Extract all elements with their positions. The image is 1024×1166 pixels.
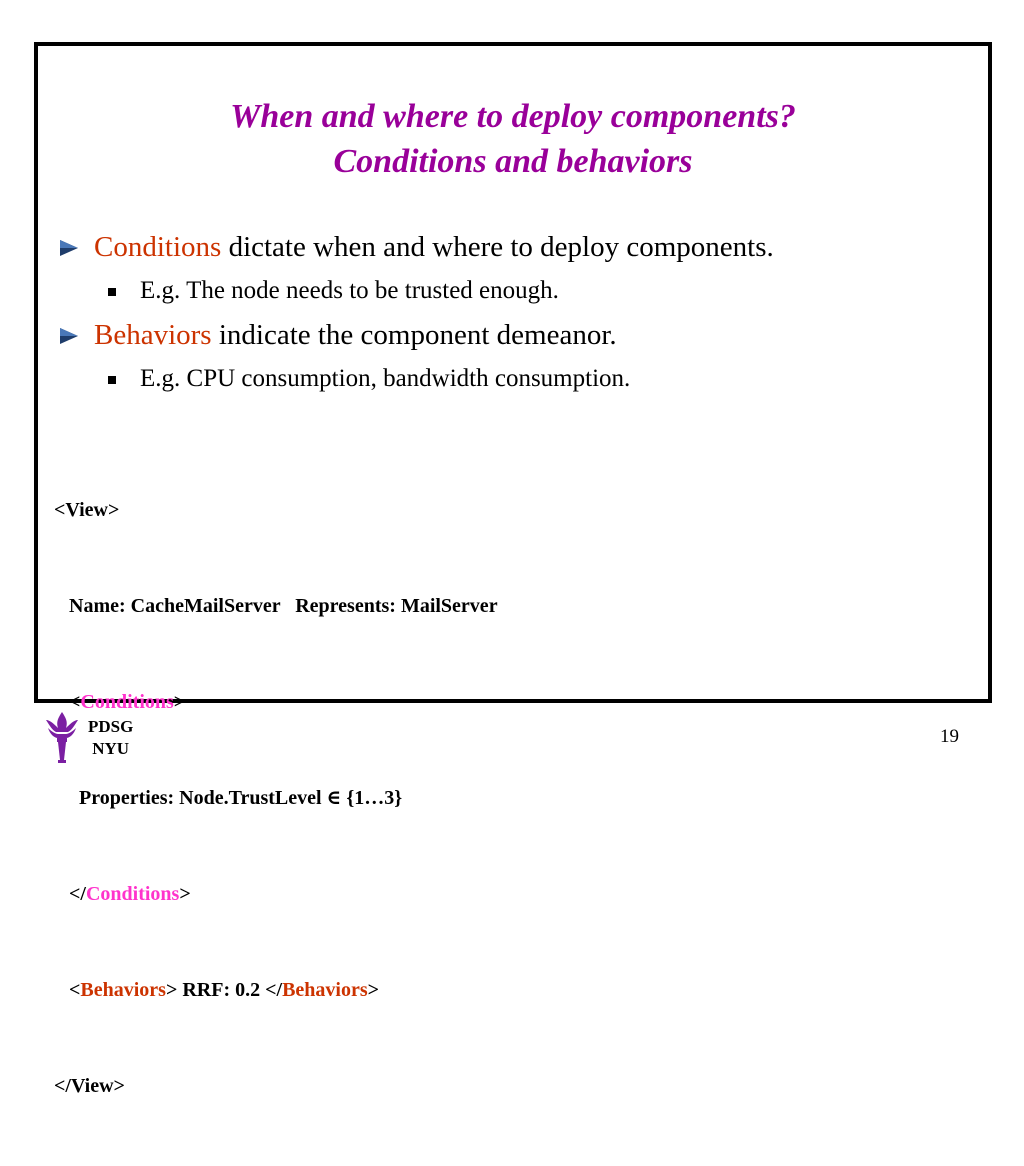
keyword-conditions: Conditions [94, 231, 222, 263]
org-line-1: PDSG [88, 717, 134, 736]
square-bullet-icon [108, 376, 116, 384]
title-line-1: When and where to deploy components? [230, 98, 796, 135]
code-text: < [54, 691, 81, 713]
page-number: 19 [940, 726, 959, 747]
sub-bullet-text: E.g. CPU consumption, bandwidth consumption. [140, 365, 631, 392]
code-text: > [367, 979, 380, 1001]
sub-bullet-text: E.g. The node needs to be trusted enough. [140, 277, 559, 304]
code-line-name: Name: CacheMailServer Represents: MailServer [54, 595, 498, 617]
code-line-view-open: <View> [54, 499, 120, 521]
bullet-rest: dictate when and where to deploy components. [221, 231, 774, 263]
code-text: > [179, 883, 191, 905]
nyu-torch-icon [42, 708, 82, 764]
bullet-arrow-icon [60, 328, 78, 344]
code-text: </ [54, 883, 86, 905]
keyword-behaviors: Behaviors [94, 319, 212, 351]
bullet-rest: indicate the component demeanor. [211, 319, 617, 351]
org-line-2: NYU [92, 739, 130, 758]
title-line-2: Conditions and behaviors [333, 143, 693, 180]
code-text: > RRF: 0.2 </ [165, 979, 283, 1001]
view-code-block [54, 430, 498, 1166]
square-bullet-icon [108, 288, 116, 296]
conditions-tag: Conditions [85, 883, 180, 905]
footer-org [88, 716, 133, 760]
behaviors-tag: Behaviors [80, 979, 166, 1001]
code-line-behaviors [54, 974, 498, 1006]
code-line-conditions-open [54, 686, 498, 718]
code-line-conditions-close [54, 878, 498, 910]
code-line-properties: Properties: Node.TrustLevel ∈ {1…3} [54, 787, 403, 809]
bullet-text [94, 230, 774, 264]
conditions-tag: Conditions [80, 691, 174, 713]
bullet-text [94, 318, 617, 352]
code-text: > [173, 691, 186, 713]
behaviors-tag: Behaviors [282, 979, 368, 1001]
code-text: < [54, 979, 81, 1001]
slide-title [38, 94, 988, 184]
bullet-arrow-icon [60, 240, 78, 256]
code-line-view-close: </View> [54, 1075, 125, 1097]
